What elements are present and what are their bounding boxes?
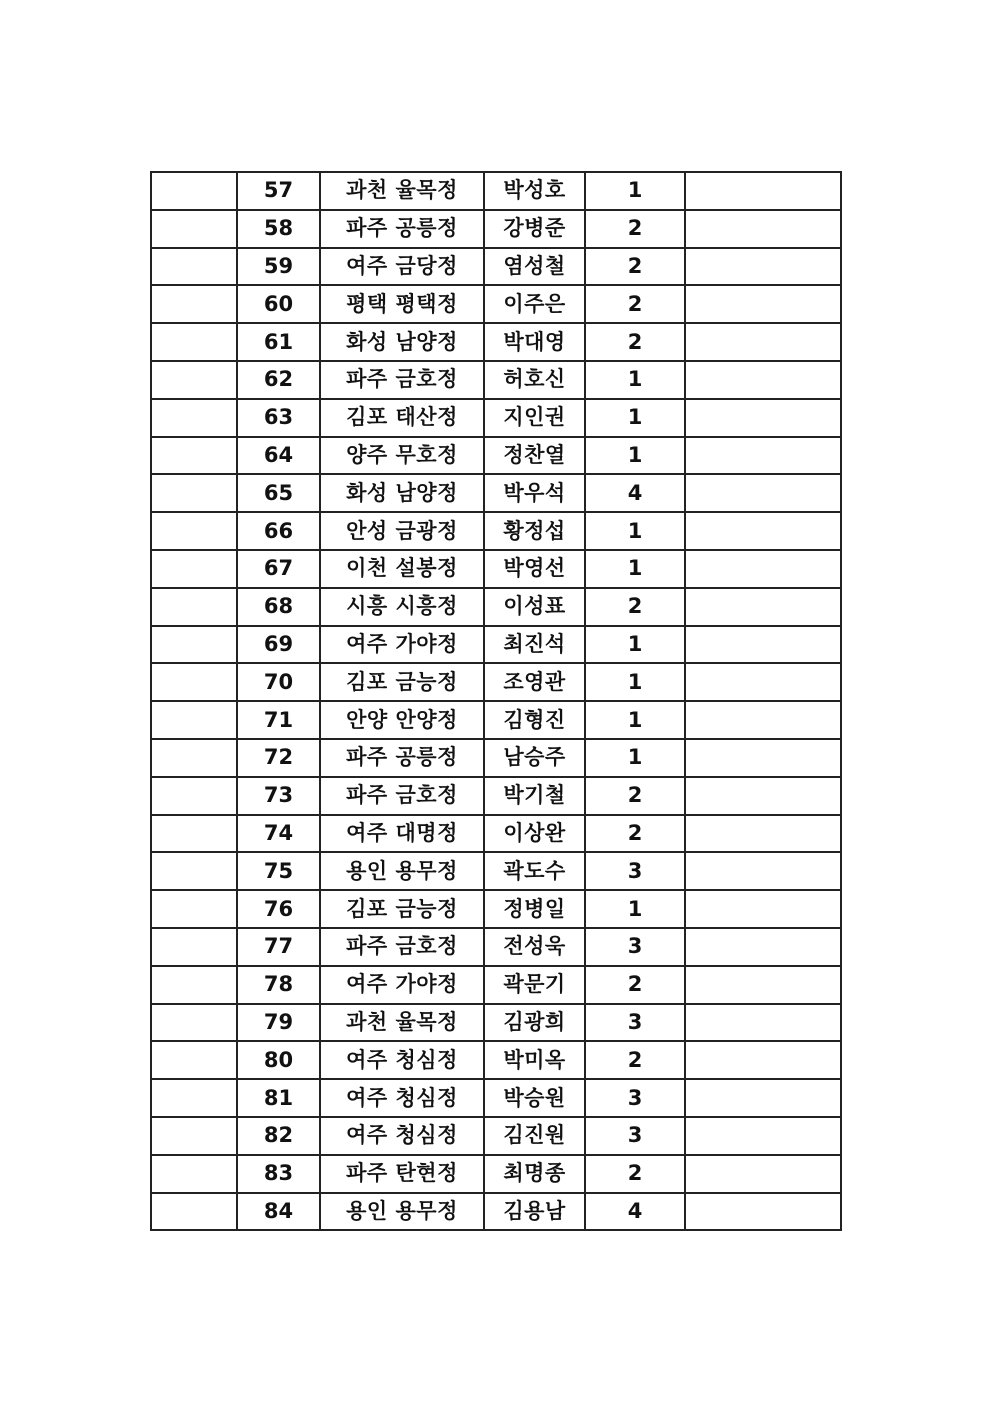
count-cell: 1	[585, 437, 685, 475]
empty-cell	[151, 437, 237, 475]
name-cell: 박우석	[484, 474, 585, 512]
count-cell: 1	[585, 399, 685, 437]
empty-cell	[151, 966, 237, 1004]
place-cell: 파주 공릉정	[320, 739, 484, 777]
place-cell: 안성 금광정	[320, 512, 484, 550]
empty-cell	[685, 815, 841, 853]
place-cell: 파주 금호정	[320, 361, 484, 399]
empty-cell	[151, 474, 237, 512]
name-cell: 박대영	[484, 323, 585, 361]
table-row	[151, 777, 841, 815]
empty-cell	[685, 172, 841, 210]
empty-cell	[685, 285, 841, 323]
table-row	[151, 210, 841, 248]
count-cell: 2	[585, 815, 685, 853]
name-cell: 김용남	[484, 1193, 585, 1231]
table-body	[151, 172, 841, 1230]
place-cell: 과천 율목정	[320, 1004, 484, 1042]
empty-cell	[685, 1193, 841, 1231]
name-cell: 황정섭	[484, 512, 585, 550]
empty-cell	[685, 399, 841, 437]
count-cell: 4	[585, 474, 685, 512]
name-cell: 박성호	[484, 172, 585, 210]
count-cell: 2	[585, 210, 685, 248]
empty-cell	[685, 323, 841, 361]
row-number-cell: 80	[237, 1041, 320, 1079]
name-cell: 박영선	[484, 550, 585, 588]
count-cell: 1	[585, 701, 685, 739]
row-number-cell: 64	[237, 437, 320, 475]
count-cell: 2	[585, 777, 685, 815]
table-row	[151, 437, 841, 475]
name-cell: 강병준	[484, 210, 585, 248]
place-cell: 여주 청심정	[320, 1117, 484, 1155]
place-cell: 이천 설봉정	[320, 550, 484, 588]
count-cell: 2	[585, 1155, 685, 1193]
empty-cell	[685, 474, 841, 512]
table-row	[151, 248, 841, 286]
table-row	[151, 512, 841, 550]
row-number-cell: 57	[237, 172, 320, 210]
empty-cell	[151, 663, 237, 701]
row-number-cell: 58	[237, 210, 320, 248]
empty-cell	[685, 248, 841, 286]
place-cell: 김포 금능정	[320, 890, 484, 928]
name-cell: 허호신	[484, 361, 585, 399]
table-row	[151, 323, 841, 361]
table-row	[151, 1004, 841, 1042]
name-cell: 김형진	[484, 701, 585, 739]
empty-cell	[151, 323, 237, 361]
empty-cell	[151, 285, 237, 323]
row-number-cell: 72	[237, 739, 320, 777]
empty-cell	[685, 1041, 841, 1079]
empty-cell	[151, 588, 237, 626]
row-number-cell: 70	[237, 663, 320, 701]
row-number-cell: 81	[237, 1079, 320, 1117]
empty-cell	[685, 890, 841, 928]
row-number-cell: 69	[237, 626, 320, 664]
table-row	[151, 966, 841, 1004]
row-number-cell: 82	[237, 1117, 320, 1155]
empty-cell	[151, 739, 237, 777]
place-cell: 파주 금호정	[320, 777, 484, 815]
count-cell: 3	[585, 928, 685, 966]
row-number-cell: 59	[237, 248, 320, 286]
empty-cell	[151, 550, 237, 588]
table-row	[151, 739, 841, 777]
empty-cell	[151, 512, 237, 550]
count-cell: 2	[585, 323, 685, 361]
table-row	[151, 474, 841, 512]
empty-cell	[151, 890, 237, 928]
empty-cell	[151, 777, 237, 815]
name-cell: 이성표	[484, 588, 585, 626]
table-row	[151, 701, 841, 739]
count-cell: 1	[585, 361, 685, 399]
empty-cell	[685, 1117, 841, 1155]
empty-cell	[685, 1079, 841, 1117]
row-number-cell: 62	[237, 361, 320, 399]
empty-cell	[151, 1193, 237, 1231]
name-cell: 박기철	[484, 777, 585, 815]
row-number-cell: 84	[237, 1193, 320, 1231]
table-row	[151, 361, 841, 399]
row-number-cell: 79	[237, 1004, 320, 1042]
empty-cell	[685, 1004, 841, 1042]
place-cell: 양주 무호정	[320, 437, 484, 475]
empty-cell	[685, 966, 841, 1004]
place-cell: 시흥 시흥정	[320, 588, 484, 626]
count-cell: 1	[585, 890, 685, 928]
name-cell: 정찬열	[484, 437, 585, 475]
name-cell: 남승주	[484, 739, 585, 777]
place-cell: 안양 안양정	[320, 701, 484, 739]
count-cell: 3	[585, 1004, 685, 1042]
count-cell: 1	[585, 626, 685, 664]
empty-cell	[151, 361, 237, 399]
place-cell: 화성 남양정	[320, 323, 484, 361]
results-table	[150, 171, 842, 1231]
empty-cell	[685, 626, 841, 664]
count-cell: 3	[585, 1117, 685, 1155]
empty-cell	[151, 1004, 237, 1042]
empty-cell	[685, 928, 841, 966]
name-cell: 최명종	[484, 1155, 585, 1193]
name-cell: 김광희	[484, 1004, 585, 1042]
empty-cell	[685, 512, 841, 550]
row-number-cell: 71	[237, 701, 320, 739]
empty-cell	[151, 1041, 237, 1079]
empty-cell	[151, 701, 237, 739]
empty-cell	[685, 739, 841, 777]
name-cell: 지인권	[484, 399, 585, 437]
row-number-cell: 60	[237, 285, 320, 323]
empty-cell	[685, 852, 841, 890]
empty-cell	[685, 663, 841, 701]
table-row	[151, 852, 841, 890]
table-row	[151, 663, 841, 701]
row-number-cell: 61	[237, 323, 320, 361]
count-cell: 3	[585, 852, 685, 890]
name-cell: 이상완	[484, 815, 585, 853]
table-row	[151, 285, 841, 323]
table-row	[151, 815, 841, 853]
place-cell: 파주 금호정	[320, 928, 484, 966]
empty-cell	[151, 852, 237, 890]
place-cell: 여주 가야정	[320, 966, 484, 1004]
name-cell: 이주은	[484, 285, 585, 323]
table-row	[151, 1193, 841, 1231]
empty-cell	[685, 588, 841, 626]
place-cell: 평택 평택정	[320, 285, 484, 323]
table-row	[151, 928, 841, 966]
empty-cell	[151, 928, 237, 966]
empty-cell	[151, 626, 237, 664]
count-cell: 2	[585, 248, 685, 286]
place-cell: 파주 공릉정	[320, 210, 484, 248]
empty-cell	[151, 399, 237, 437]
row-number-cell: 75	[237, 852, 320, 890]
row-number-cell: 66	[237, 512, 320, 550]
place-cell: 화성 남양정	[320, 474, 484, 512]
count-cell: 1	[585, 663, 685, 701]
name-cell: 곽문기	[484, 966, 585, 1004]
row-number-cell: 68	[237, 588, 320, 626]
table-row	[151, 1155, 841, 1193]
place-cell: 여주 청심정	[320, 1041, 484, 1079]
row-number-cell: 76	[237, 890, 320, 928]
table-row	[151, 399, 841, 437]
empty-cell	[151, 1117, 237, 1155]
name-cell: 곽도수	[484, 852, 585, 890]
name-cell: 최진석	[484, 626, 585, 664]
count-cell: 3	[585, 1079, 685, 1117]
empty-cell	[685, 361, 841, 399]
count-cell: 2	[585, 1041, 685, 1079]
empty-cell	[685, 437, 841, 475]
count-cell: 1	[585, 172, 685, 210]
table-row	[151, 626, 841, 664]
name-cell: 조영관	[484, 663, 585, 701]
empty-cell	[685, 1155, 841, 1193]
count-cell: 1	[585, 512, 685, 550]
count-cell: 2	[585, 588, 685, 626]
place-cell: 김포 태산정	[320, 399, 484, 437]
name-cell: 정병일	[484, 890, 585, 928]
place-cell: 용인 용무정	[320, 852, 484, 890]
place-cell: 용인 용무정	[320, 1193, 484, 1231]
place-cell: 여주 청심정	[320, 1079, 484, 1117]
place-cell: 과천 율목정	[320, 172, 484, 210]
row-number-cell: 77	[237, 928, 320, 966]
table-row	[151, 1117, 841, 1155]
empty-cell	[151, 1079, 237, 1117]
count-cell: 4	[585, 1193, 685, 1231]
empty-cell	[151, 210, 237, 248]
row-number-cell: 63	[237, 399, 320, 437]
name-cell: 김진원	[484, 1117, 585, 1155]
table-row	[151, 1079, 841, 1117]
table-row	[151, 172, 841, 210]
place-cell: 김포 금능정	[320, 663, 484, 701]
count-cell: 1	[585, 550, 685, 588]
empty-cell	[685, 550, 841, 588]
table-row	[151, 1041, 841, 1079]
name-cell: 박승원	[484, 1079, 585, 1117]
count-cell: 2	[585, 966, 685, 1004]
document-page	[150, 171, 840, 1231]
count-cell: 2	[585, 285, 685, 323]
empty-cell	[151, 172, 237, 210]
row-number-cell: 74	[237, 815, 320, 853]
table-row	[151, 588, 841, 626]
name-cell: 염성철	[484, 248, 585, 286]
row-number-cell: 65	[237, 474, 320, 512]
empty-cell	[685, 701, 841, 739]
row-number-cell: 83	[237, 1155, 320, 1193]
empty-cell	[151, 1155, 237, 1193]
empty-cell	[151, 815, 237, 853]
name-cell: 박미옥	[484, 1041, 585, 1079]
table-row	[151, 550, 841, 588]
empty-cell	[685, 777, 841, 815]
empty-cell	[151, 248, 237, 286]
empty-cell	[685, 210, 841, 248]
count-cell: 1	[585, 739, 685, 777]
place-cell: 파주 탄현정	[320, 1155, 484, 1193]
place-cell: 여주 대명정	[320, 815, 484, 853]
place-cell: 여주 금당정	[320, 248, 484, 286]
row-number-cell: 78	[237, 966, 320, 1004]
table-row	[151, 890, 841, 928]
row-number-cell: 73	[237, 777, 320, 815]
name-cell: 전성욱	[484, 928, 585, 966]
row-number-cell: 67	[237, 550, 320, 588]
place-cell: 여주 가야정	[320, 626, 484, 664]
